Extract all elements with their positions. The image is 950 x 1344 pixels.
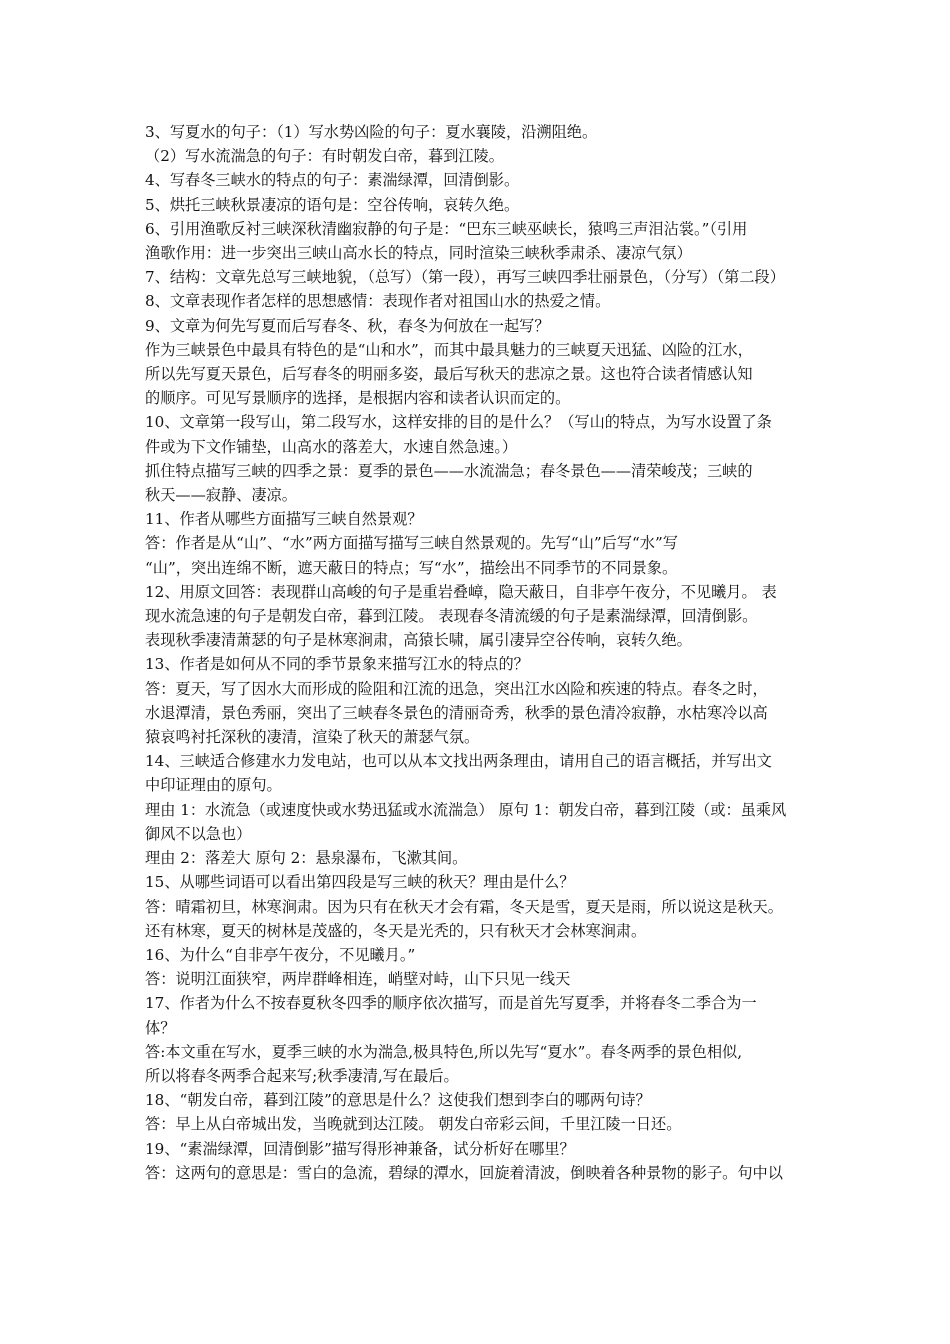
text-line: 作为三峡景色中最具有特色的是“山和水”，而其中最具魅力的三峡夏天迅猛、凶险的江水， — [145, 340, 753, 359]
text-line: 8、文章表现作者怎样的思想感情：表现作者对祖国山水的热爱之情。 — [145, 292, 611, 311]
text-line: 抓住特点描写三峡的四季之景：夏季的景色——水流湍急；春冬景色——清荣峻茂；三峡的 — [145, 461, 753, 480]
text-line: 猿哀鸣衬托深秋的凄清，渲染了秋天的萧瑟气氛。 — [145, 728, 480, 747]
text-line: 御风不以急也） — [145, 824, 252, 843]
document-page — [145, 120, 810, 1185]
text-line: 15、从哪些词语可以看出第四段是写三峡的秋天？理由是什么？ — [145, 873, 575, 892]
text-line: 11、作者从哪些方面描写三峡自然景观？ — [145, 510, 423, 529]
text-line: 答：夏天，写了因水大而形成的险阻和江流的迅急，突出江水凶险和疾速的特点。春冬之时， — [145, 679, 768, 698]
text-line: 3、写夏水的句子：（1）写水势凶险的句子：夏水襄陵，沿溯阻绝。 — [145, 123, 598, 141]
text-line: 18、“朝发白帝，暮到江陵”的意思是什么？这使我们想到李白的哪两句诗？ — [145, 1091, 651, 1110]
text-line: 6、引用渔歌反衬三峡深秋清幽寂静的句子是：“巴东三峡巫峡长，猿鸣三声泪沾裳。”（引用 — [145, 219, 748, 238]
text-line: 答:本文重在写水，夏季三峡的水为湍急,极具特色,所以先写“夏水”。春冬两季的景色相似, — [145, 1042, 743, 1061]
text-line: 答：早上从白帝城出发，当晚就到达江陵。 朝发白帝彩云间，千里江陵一日还。 — [145, 1115, 682, 1134]
text-line: 所以将春冬两季合起来写;秋季凄清,写在最后。 — [145, 1066, 459, 1085]
text-line: 13、作者是如何从不同的季节景象来描写江水的特点的？ — [145, 655, 529, 674]
text-line: 9、文章为何先写夏而后写春冬、秋，春冬为何放在一起写？ — [145, 316, 550, 335]
text-line: “山”，突出连绵不断，遮天蔽日的特点；写“水”，描绘出不同季节的不同景象。 — [145, 558, 678, 577]
text-line: 14、三峡适合修建水力发电站，也可以从本文找出两条理由，请用自己的语言概括，并写出文 — [145, 752, 772, 771]
text-line: 答：这两句的意思是：雪白的急流，碧绿的潭水，回旋着清波，倒映着各种景物的影子。句中以 — [145, 1163, 783, 1182]
text-line: 渔歌作用：进一步突出三峡山高水长的特点，同时渲染三峡秋季肃杀、凄凉气氛） — [145, 244, 692, 263]
text-line: 16、为什么“自非亭午夜分，不见曦月。” — [145, 945, 416, 964]
text-line: 4、写春冬三峡水的特点的句子：素湍绿潭，回清倒影。 — [145, 171, 520, 190]
text-line: 19、“素湍绿潭，回清倒影”描写得形神兼备，试分析好在哪里？ — [145, 1139, 575, 1158]
text-line: 5、烘托三峡秋景凄凉的语句是：空谷传响，哀转久绝。 — [145, 195, 520, 214]
text-line: 还有林寒，夏天的树林是茂盛的，冬天是光秃的，只有秋天才会林寒涧肃。 — [145, 921, 647, 940]
text-line: 件或为下文作铺垫，山高水的落差大，水速自然急速。） — [145, 437, 518, 456]
text-line: 答：晴霜初旦，林寒涧肃。因为只有在秋天才会有霜，冬天是雪，夏天是雨，所以说这是秋天。 — [145, 897, 783, 916]
text-line: 10、文章第一段写山，第二段写水，这样安排的目的是什么？（写山的特点，为写水设置了条 — [145, 413, 772, 432]
text-line: （2）写水流湍急的句子：有时朝发白帝，暮到江陵。 — [145, 147, 504, 166]
text-line: 秋天——寂静、凄凉。 — [145, 486, 297, 505]
text-line: 答：作者是从“山”、“水”两方面描写描写三峡自然景观的。先写“山”后写“水”写 — [145, 534, 678, 553]
text-line: 7、结构：文章先总写三峡地貌，（总写）（第一段），再写三峡四季壮丽景色，（分写）（第二段） — [145, 268, 785, 287]
text-line: 的顺序。可见写景顺序的选择，是根据内容和读者认识而定的。 — [145, 389, 571, 408]
text-line: 现水流急速的句子是朝发白帝，暮到江陵。 表现春冬清流缓的句子是素湍绿潭，回清倒影。 — [145, 607, 758, 626]
text-line: 理由 1：水流急（或速度快或水势迅猛或水流湍急） 原句 1：朝发白帝，暮到江陵（或：虽乘风 — [145, 800, 787, 819]
text-line: 所以先写夏天景色，后写春冬的明丽多姿，最后写秋天的悲凉之景。这也符合读者情感认知 — [145, 365, 753, 384]
text-line: 17、作者为什么不按春夏秋冬四季的顺序依次描写，而是首先写夏季，并将春冬二季合为一 — [145, 994, 757, 1013]
text-line: 理由 2：落差大 原句 2：悬泉瀑布，飞漱其间。 — [145, 849, 468, 868]
text-line: 中印证理由的原句。 — [145, 776, 282, 795]
text-line: 12、用原文回答：表现群山高峻的句子是重岩叠嶂，隐天蔽日，自非亭午夜分，不见曦月。 表 — [145, 582, 777, 601]
text-line: 水退潭清，景色秀丽，突出了三峡春冬景色的清丽奇秀，秋季的景色清冷寂静，水枯寒冷以高 — [145, 703, 768, 722]
text-line: 答：说明江面狭窄，两岸群峰相连，峭壁对峙，山下只见一线天 — [145, 970, 571, 989]
text-line: 体？ — [145, 1018, 176, 1037]
text-line: 表现秋季凄清萧瑟的句子是林寒涧肃，高猿长啸，属引凄异空谷传响，哀转久绝。 — [145, 631, 692, 650]
